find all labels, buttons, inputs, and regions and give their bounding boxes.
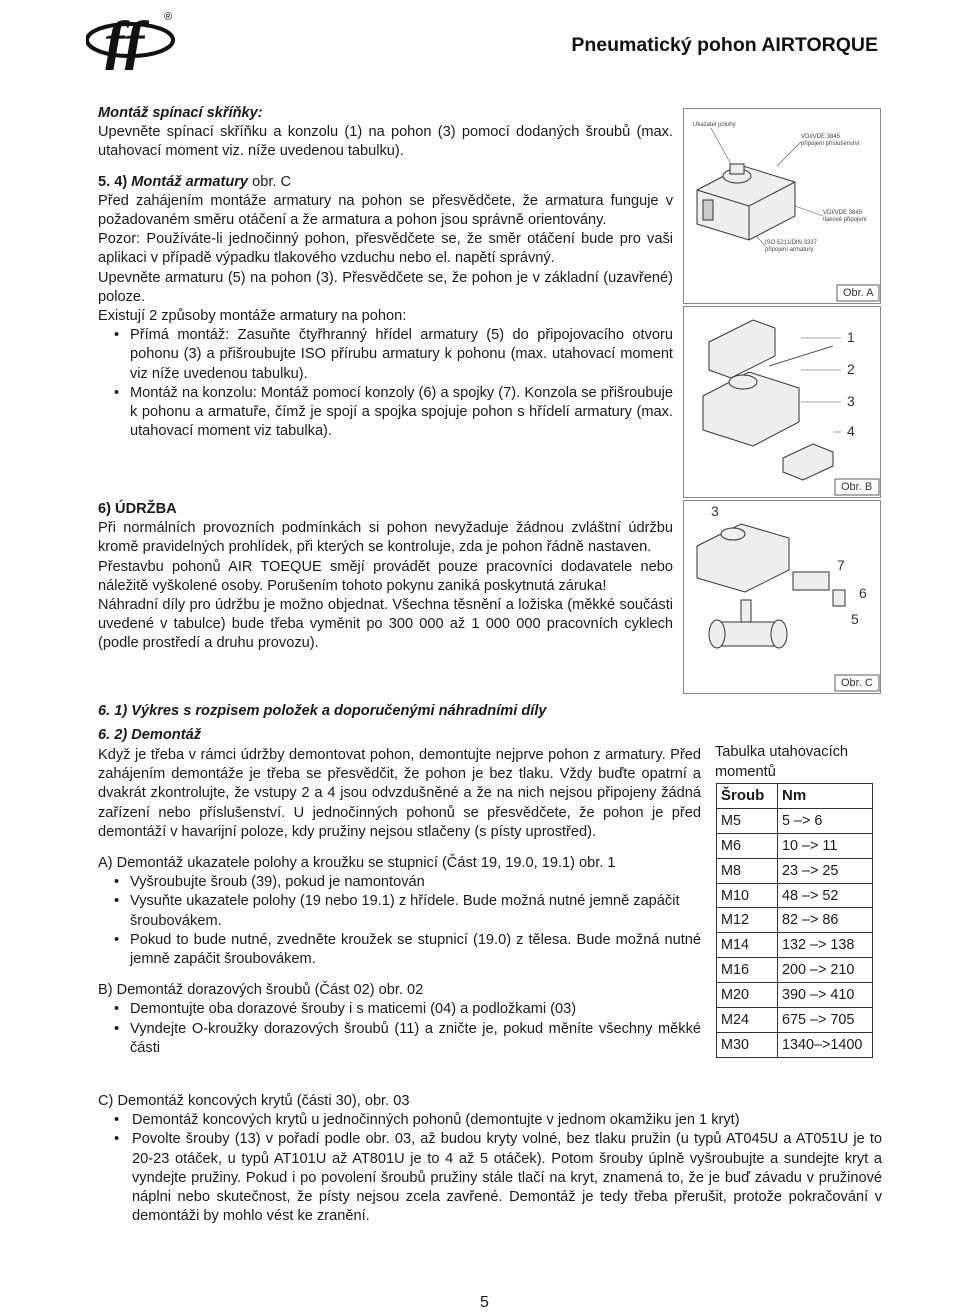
list-item: • Demontujte oba dorazové šrouby i s maticemi (04) a podložkami (03) xyxy=(98,1000,701,1019)
svg-text:1: 1 xyxy=(847,329,855,345)
maintenance-heading: 6) ÚDRŽBA xyxy=(98,501,177,517)
fitting-p1: Před zahájením montáže armatury na pohon se přesvědčete, že armatura funguje v požadovaném směru otáčení a že armatura a pohon jsou správně orientovány. xyxy=(98,192,673,229)
list-item: • Montáž na konzolu: Montáž pomocí konzoly (6) a spojky (7). Konzola se přišroubuje k pohonu a armatuře, čímž je spojí a spojka spojuje pohon s hřídelí armatury (max. utahovací moment viz tabulka). xyxy=(98,384,673,442)
fitting-section xyxy=(98,104,673,441)
fitting-p2: Pozor: Používáte-li jednočinný pohon, přesvědčete se, že směr otáčení bude pro vaši aplikaci v případě výpadku tlakového vzduchu nebo el. napětí správný. xyxy=(98,231,673,267)
list-item: • Vyšroubujte šroub (39), pokud je namontován xyxy=(98,873,701,892)
heading-6-1: 6. 1) Výkres s rozpisem položek a doporučenými náhradními díly xyxy=(98,703,547,719)
table-row: M20 390 –> 410 xyxy=(717,983,873,1008)
figure-a-label: Obr. A xyxy=(843,287,874,299)
table-row: M10 48 –> 52 xyxy=(717,883,873,908)
table-row: M6 10 –> 11 xyxy=(717,833,873,858)
list-item: • Povolte šrouby (13) v pořadí podle obr. 03, až budou kryty volné, bez tlaku pružin (u typů AT045U a AT051U je to 20-23 otáček, u typů AT101U až AT801U je to 4 až 5 otáček). Potom šrouby úplně vyšroubujte a sundejte kryt a vyndejte pružiny. Pokud i po povolení šroubů pružiny stále tlačí na kryt, znamená to, že je buď závadu v pružinové náplni nebo skutečnost, že písty nejsou zcela zavřené. Demontáž je tedy třeba přerušit, protože pokračování v demontáži by mohlo vést ke zranění. xyxy=(98,1130,882,1226)
page-number: 5 xyxy=(480,1294,489,1311)
svg-text:3: 3 xyxy=(847,393,855,409)
svg-text:tlakové připojení: tlakové připojení xyxy=(823,217,867,223)
part-c-bullets xyxy=(98,1111,882,1226)
column-header: Nm xyxy=(778,784,873,809)
list-item: • Vysuňte ukazatele polohy (19 nebo 19.1) z hřídele. Bude možná nutné jemně zapáčit šroubovákem. xyxy=(98,892,701,930)
list-item: • Demontáž koncových krytů u jednočinných pohonů (demontujte v jednom okamžiku jen 1 kryt) xyxy=(98,1111,882,1130)
part-a-bullets xyxy=(98,873,701,969)
switch-text: Upevněte spínací skříňku a konzolu (1) na pohon (3) pomocí dodaných šroubů (max. utahovací moment viz. níže uvedenou tabulku). xyxy=(98,124,673,160)
heading-6-2: 6. 2) Demontáž xyxy=(98,727,201,744)
figure-b xyxy=(683,306,881,498)
fitting-p3: Upevněte armaturu (5) na pohon (3). Přesvědčete se, že pohon je v základní (uzavřené) poloze. xyxy=(98,269,673,305)
svg-text:5: 5 xyxy=(851,611,859,627)
svg-text:Ukazatel polohy: Ukazatel polohy xyxy=(693,122,736,128)
figure-c xyxy=(683,500,881,694)
fitting-bullets xyxy=(98,326,673,441)
company-logo xyxy=(86,8,182,70)
svg-text:ISO 5211/DIN 3337: ISO 5211/DIN 3337 xyxy=(765,240,817,246)
column-header: Šroub xyxy=(717,784,778,809)
disassembly-text xyxy=(98,746,701,1058)
table-row: M24 675 –> 705 xyxy=(717,1008,873,1033)
part-c xyxy=(98,1092,882,1226)
table-header-row xyxy=(717,784,873,809)
list-item: • Vyndejte O-kroužky dorazových šroubů (11) a zničte je, pokud měníte všechny měkké části xyxy=(98,1020,701,1058)
svg-text:VDI/VDE 3845: VDI/VDE 3845 xyxy=(801,134,841,140)
torque-table-caption: Tabulka utahovacích momentů xyxy=(715,744,849,780)
part-b-heading: B) Demontáž dorazových šroubů (Část 02) obr. 02 xyxy=(98,982,424,999)
svg-text:VDI/VDE 3845: VDI/VDE 3845 xyxy=(823,210,863,216)
maintenance-section xyxy=(98,500,673,654)
table-row: M14 132 –> 138 xyxy=(717,933,873,958)
maint-p3: Náhradní díly pro údržbu je možno objednat. Všechna těsnění a ložiska (měkké součásti uvedené v tabulce) bude třeba vyměnit po 300 000 až 1 000 000 pracovních cyklech (podle prostředí a druhu provozu). xyxy=(98,597,673,652)
svg-text:4: 4 xyxy=(847,423,855,439)
part-c-heading: C) Demontáž koncových krytů (části 30), obr. 03 xyxy=(98,1093,410,1109)
fitting-p4: Existují 2 způsoby montáže armatury na pohon: xyxy=(98,308,407,325)
maint-p2: Přestavbu pohonů AIR TOEQUE smějí provádět pouze pracovníci dodavatele nebo náležitě vyškolené osoby. Porušením tohoto pokynu zaniká poskytnutá záruka! xyxy=(98,558,673,594)
switch-heading: Montáž spínací skříňky: xyxy=(98,105,263,121)
subsection-headings xyxy=(98,702,698,745)
table-row: M30 1340–>1400 xyxy=(717,1032,873,1057)
part-a-heading: A) Demontáž ukazatele polohy a kroužku se stupnicí (Část 19, 19.0, 19.1) obr. 1 xyxy=(98,855,616,872)
list-item: • Přímá montáž: Zasuňte čtyřhranný hřídel armatury (5) do připojovacího otvoru pohonu (3) a přišroubujte ISO přírubu armatury k pohonu (max. utahovací moment viz níže uvedenou tabulku). xyxy=(98,326,673,384)
torque-table xyxy=(716,783,873,1058)
list-item: • Pokud to bude nutné, zvedněte kroužek se stupnicí (19.0) z tělesa. Bude možná nutné jemně zapáčit šroubovákem. xyxy=(98,931,701,969)
svg-text:připojení armatury: připojení armatury xyxy=(765,247,814,253)
svg-text:7: 7 xyxy=(837,557,845,573)
svg-text:připojení příslušenství: připojení příslušenství xyxy=(801,141,860,147)
figure-c-label: Obr. C xyxy=(841,677,873,689)
svg-text:6: 6 xyxy=(859,585,867,601)
table-row: M12 82 –> 86 xyxy=(717,908,873,933)
table-row: M5 5 –> 6 xyxy=(717,808,873,833)
page-title: Pneumatický pohon AIRTORQUE xyxy=(571,34,878,56)
svg-text:3: 3 xyxy=(711,503,719,519)
maint-p1: Při normálních provozních podmínkách si pohon nevyžaduje žádnou zvláštní údržbu kromě pravidelných prohlídek, při kterých se kontroluje, zda je pohon řádně nastaven. xyxy=(98,520,673,556)
svg-text:2: 2 xyxy=(847,361,855,377)
maint-p4: Když je třeba v rámci údržby demontovat pohon, demontujte nejprve pohon z armatury. Před zahájením demontáže je třeba se přesvědčit, že pohon je bez tlaku. Vždy buďte opatrní a dvakrát zkontrolujte, že vstupy 2 a 4 jsou odvzdušněné a že na nich nejsou připojeny žádná zařízení nebo příslušenství. U jednočinných pohonů se přesvědčete, že pohon je před demontáží v havarijní poloze, kdy pružiny nejsou stlačeny (s písty uprostřed). xyxy=(98,747,701,840)
fitting-heading: 5. 4) Montáž armatury obr. C xyxy=(98,173,292,190)
part-b-bullets xyxy=(98,1000,701,1058)
table-row: M16 200 –> 210 xyxy=(717,958,873,983)
registered-mark: ® xyxy=(164,11,173,23)
figure-b-label: Obr. B xyxy=(841,481,873,493)
figure-a xyxy=(683,108,881,304)
svg-text:ff: ff xyxy=(104,10,145,70)
table-row: M8 23 –> 25 xyxy=(717,858,873,883)
